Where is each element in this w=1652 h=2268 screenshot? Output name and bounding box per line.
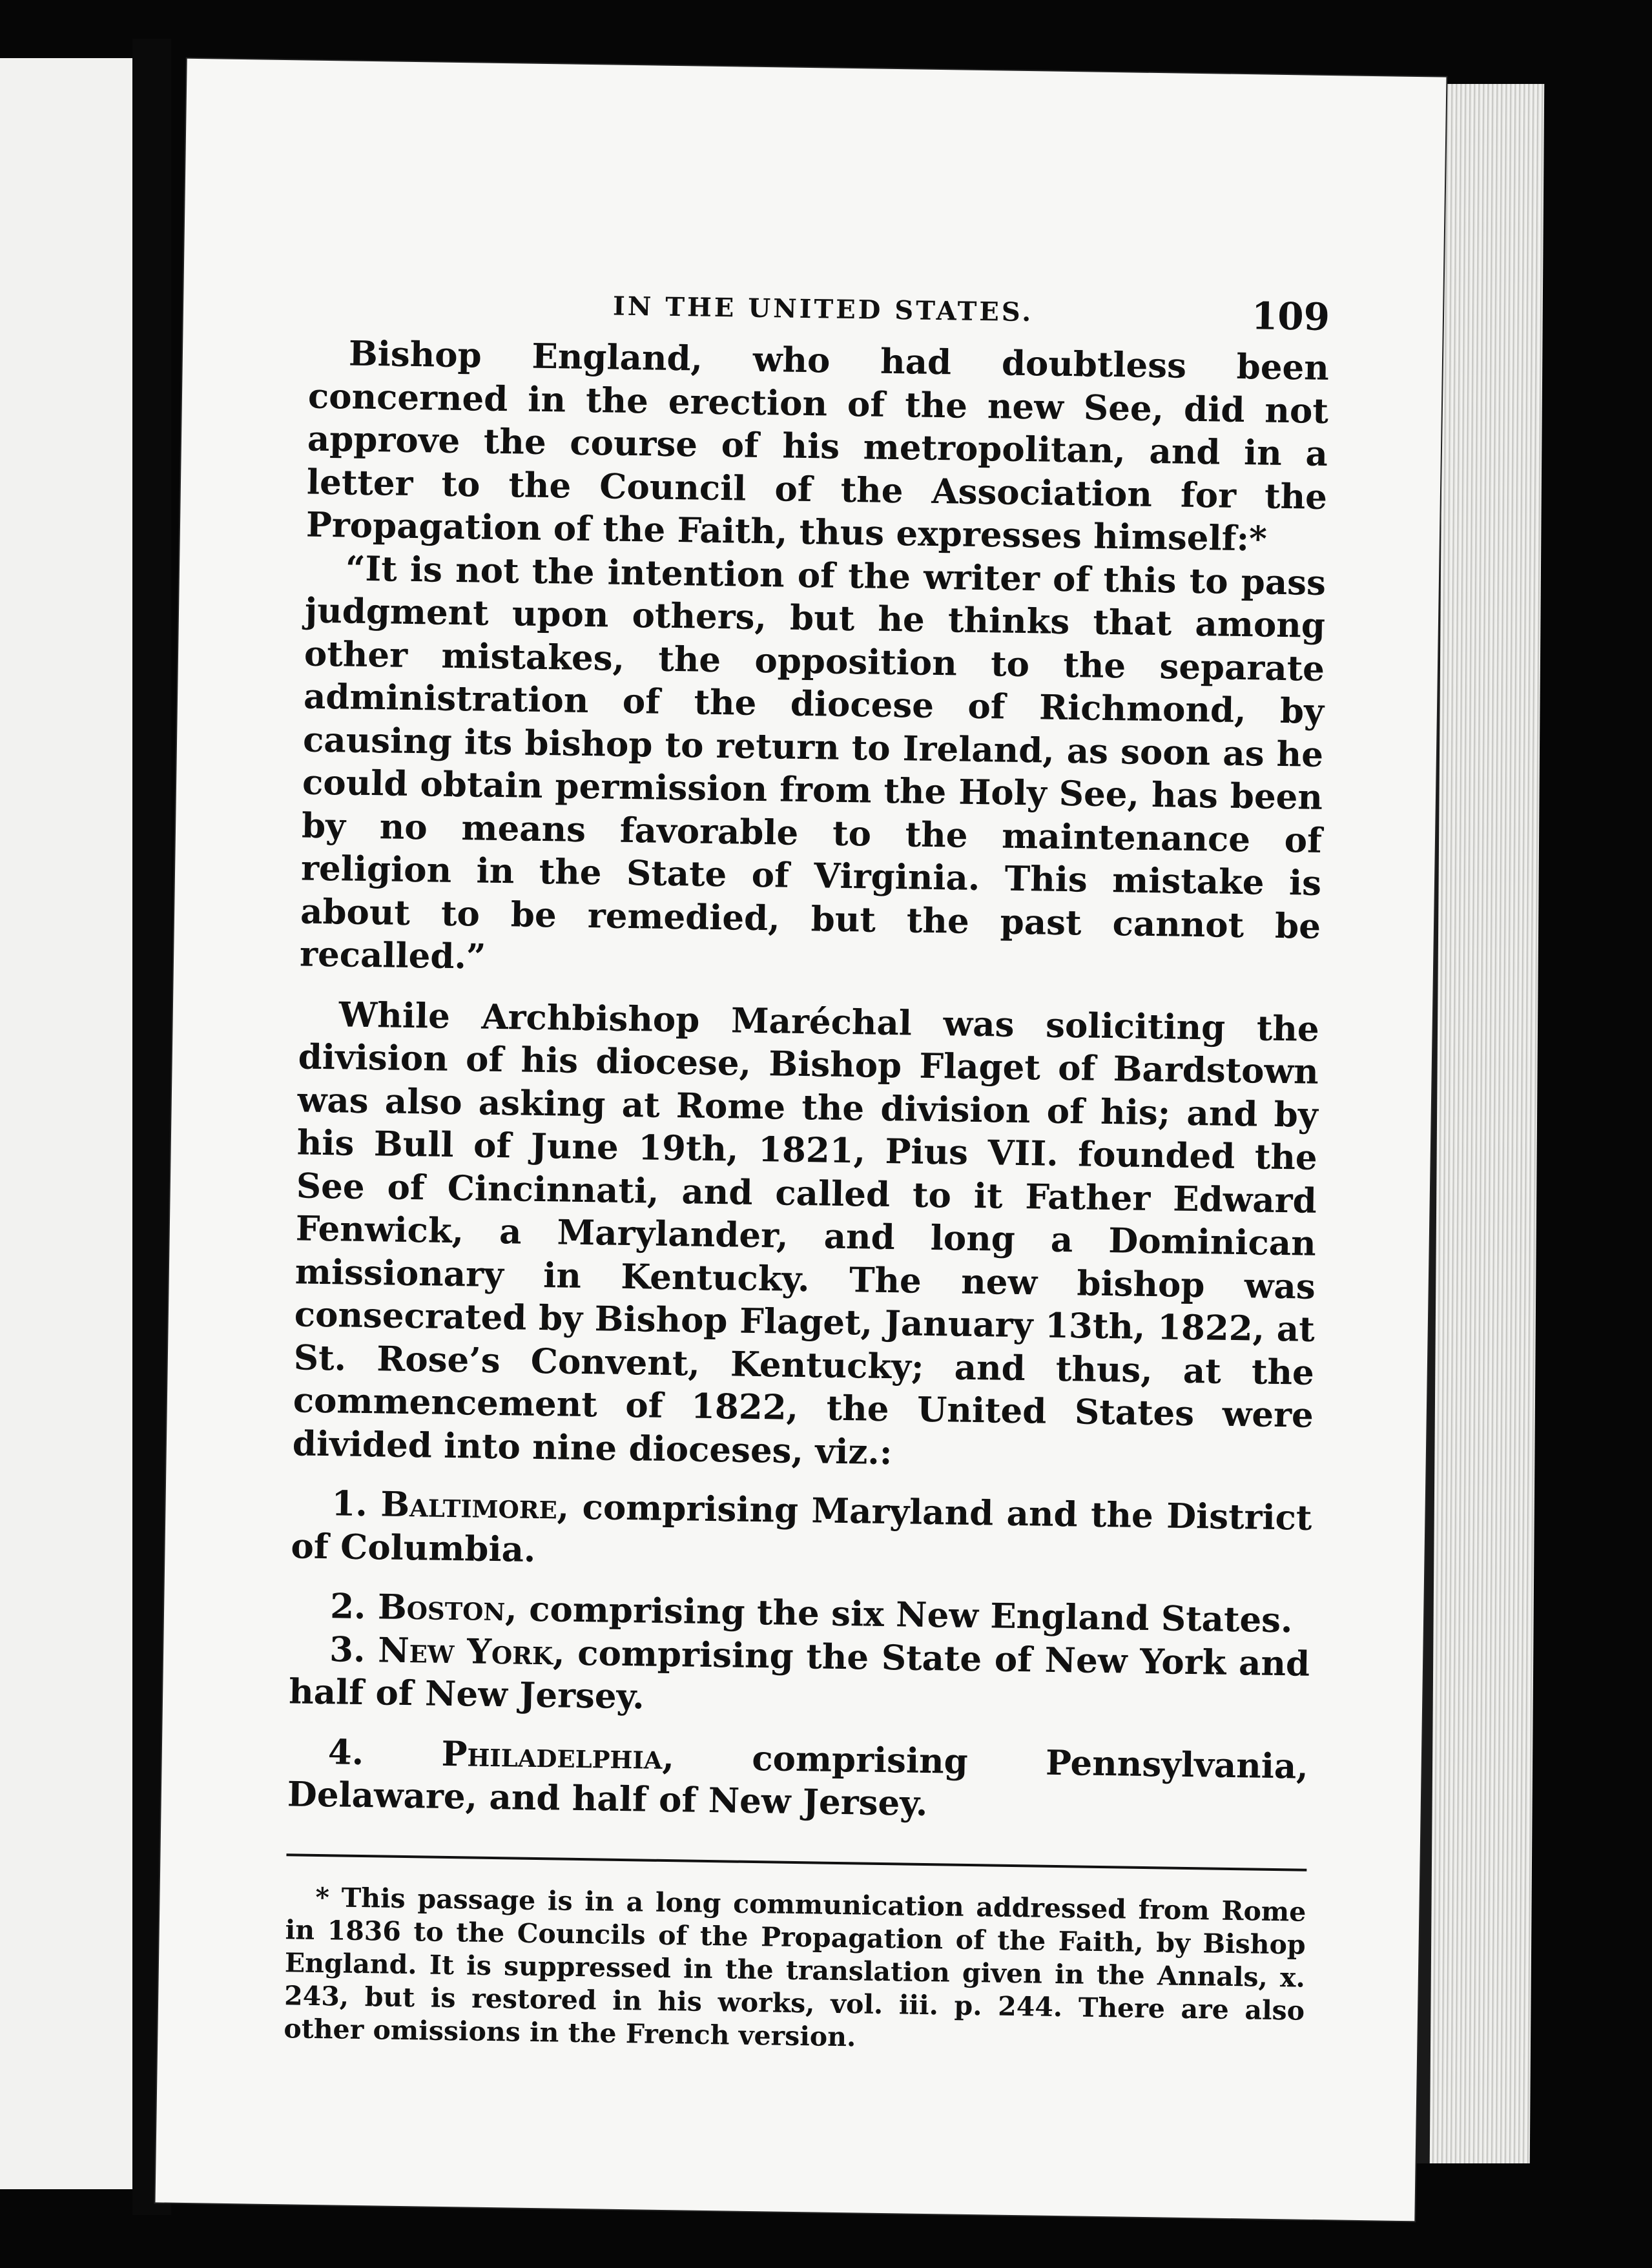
diocese-number: 3. <box>329 1629 366 1670</box>
diocese-description: , comprising the State of New York and half of New Jersey. <box>288 1632 1310 1717</box>
diocese-name: Baltimore <box>380 1484 558 1527</box>
diocese-name: New York <box>377 1629 553 1673</box>
diocese-number: 4. <box>327 1731 364 1773</box>
page-stack-edge <box>1430 84 1544 2163</box>
page-number: 109 <box>1251 294 1330 340</box>
footnote-rule <box>286 1853 1306 1871</box>
diocese-number: 1. <box>331 1483 368 1525</box>
diocese-description: , comprising Pennsylvania, Delaware, and half of New Jersey. <box>287 1737 1309 1824</box>
block-quote: “It is not the intention of the writer of this to pass judgment upon others, but he thinks that among other mistakes, the opposition to the separate administration of the diocese of Richmond, by causing its bishop to return to Ireland, as soon as he could obtain permission from the Holy See, has been by no means favorable to the maintenance of religion in the State of Virginia. This mistake is about to be remedied, but the past cannot be recalled.” <box>299 548 1327 977</box>
footnote: * This passage is in a long communication addressed from Rome in 1836 to the Councils of the Propagation of the Faith, by Bishop England. It is suppressed in the translation given in the Annals, x. 243, but is restored in his works, vol. iii. p. 244. There are also other omissions in the French version. <box>284 1881 1306 2052</box>
diocese-description: , comprising Maryland and the District of Columbia. <box>291 1487 1312 1570</box>
paragraph-cincinnati: While Archbishop Maréchal was soliciting the division of his diocese, Bishop Flaget of Bardstown was also asking at Rome the division of his; and by his Bull of June 19th, 1821, Pius VII. founded the See of Cincinnati, and called to it Father Edward Fenwick, a Marylander, and long a Dominican missionary in Kentucky. The new bishop was consecrated by Bishop Flaget, January 13th, 1822, at St. Rose’s Convent, Kentucky; and thus, at the commencement of 1822, the United States were divided into nine dioceses, viz.: <box>292 994 1320 1472</box>
running-title: IN THE UNITED STATES. <box>612 291 1034 328</box>
paragraph-bishop-england: Bishop England, who had doubtless been concerned in the erection of the new See, did not approve the course of his metropolitan, and in a letter to the Council of the Association for the Propagation of the Faith, thus expresses himself:* <box>305 333 1330 559</box>
diocese-item <box>289 1627 1310 1728</box>
body-text <box>287 332 1329 1831</box>
diocese-description: , comprising the six New England States. <box>504 1589 1293 1641</box>
page-content <box>284 280 1330 2061</box>
diocese-number: 2. <box>329 1586 367 1627</box>
diocese-name: Boston <box>377 1587 506 1629</box>
diocese-item <box>287 1730 1308 1831</box>
book-page <box>155 59 1446 2222</box>
diocese-name: Philadelphia <box>441 1733 663 1777</box>
previous-page-edge <box>0 58 132 2189</box>
diocese-item <box>291 1481 1312 1582</box>
